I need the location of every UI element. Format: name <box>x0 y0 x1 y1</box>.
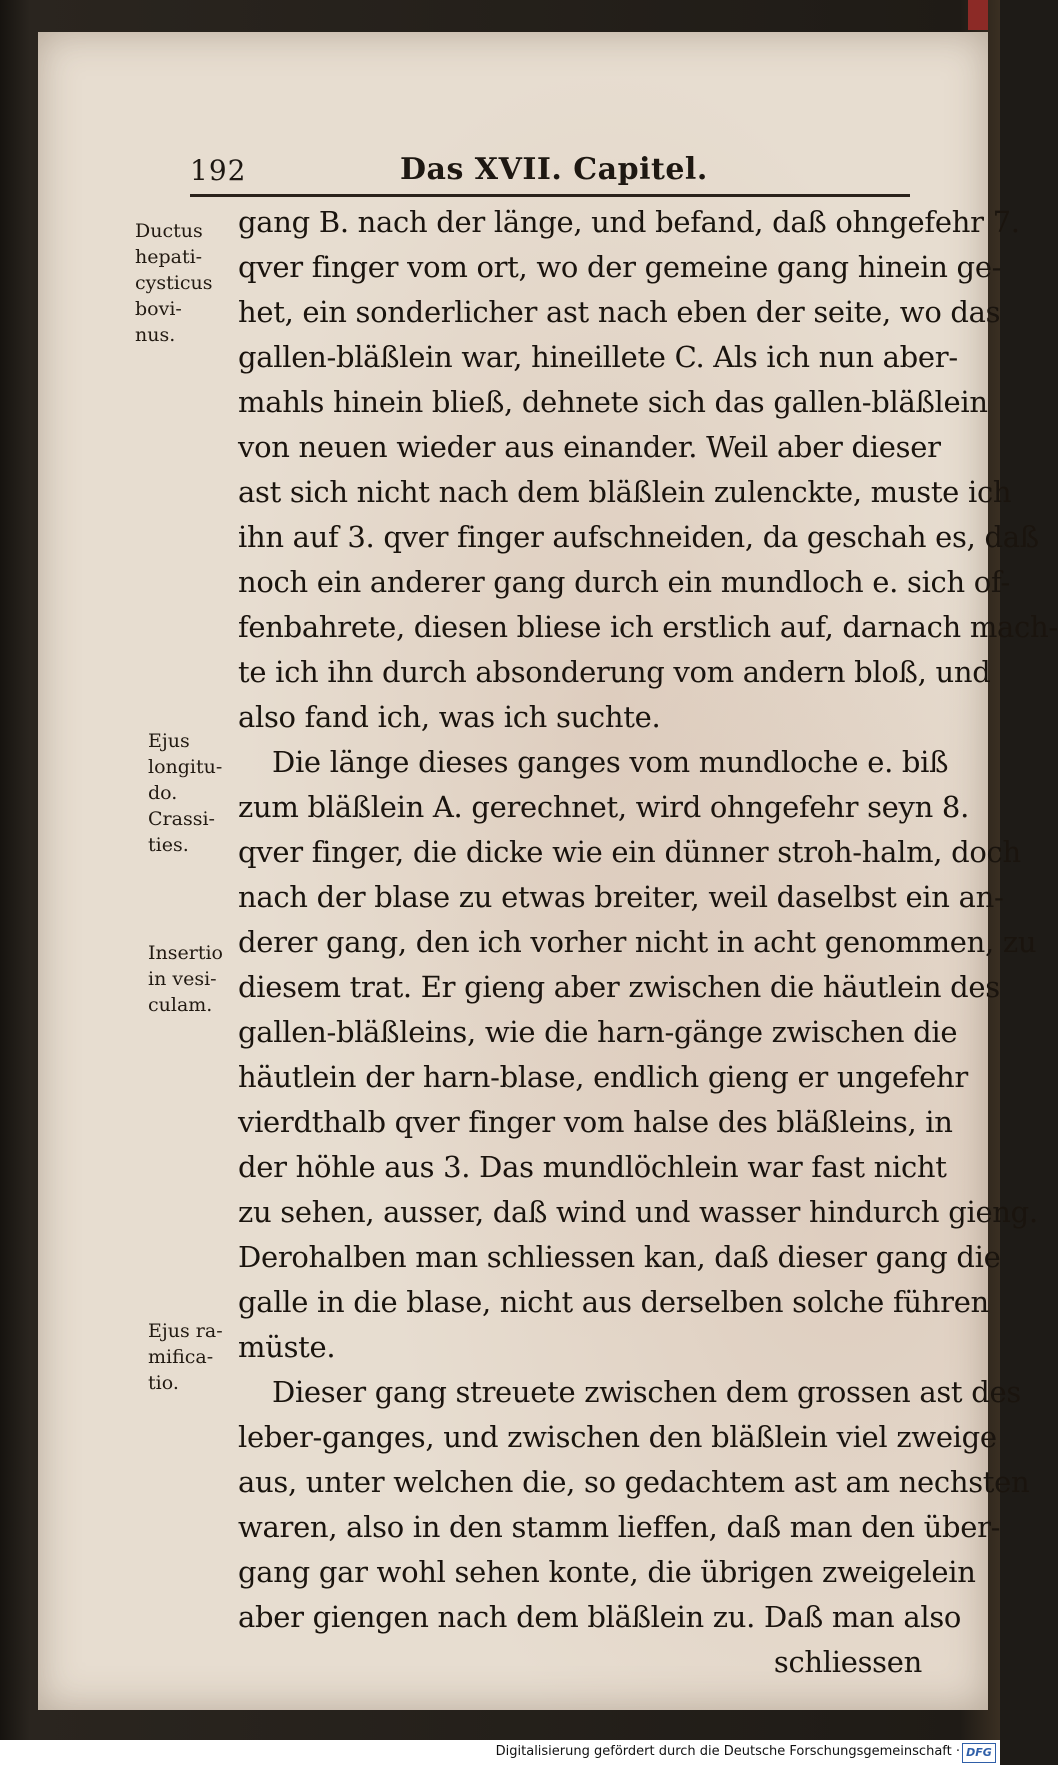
page-number: 192 <box>190 154 247 187</box>
text-line: het, ein sonderlicher ast nach eben der seite, wo das <box>238 295 1001 329</box>
marginal-line: tio. <box>148 1372 179 1394</box>
marginal-line: nus. <box>135 324 176 346</box>
text-line: diesem trat. Er gieng aber zwischen die häutlein des <box>238 970 1000 1004</box>
text-line: gang gar wohl sehen konte, die übrigen zweigelein <box>238 1555 976 1589</box>
marginal-line: Ejus ra- <box>148 1320 223 1342</box>
text-line: gang B. nach der länge, und befand, daß ohngefehr 7. <box>238 205 1020 239</box>
text-line: Die länge dieses ganges vom mundloche e. biß <box>272 745 949 779</box>
text-line: mahls hinein bließ, dehnete sich das gallen-bläßlein <box>238 385 988 419</box>
text-line: qver finger, die dicke wie ein dünner stroh-halm, doch <box>238 835 1021 869</box>
text-line: noch ein anderer gang durch ein mundloch e. sich of- <box>238 565 1010 599</box>
footer-credit: Digitalisierung gefördert durch die Deutsche Forschungsgemeinschaft · <box>495 1744 960 1759</box>
text-line: gallen-bläßleins, wie die harn-gänge zwischen die <box>238 1015 958 1049</box>
running-head <box>190 150 910 197</box>
text-line: derer gang, den ich vorher nicht in acht genommen, zu <box>238 925 1037 959</box>
marginal-line: bovi- <box>135 298 182 320</box>
marginal-line: in vesi- <box>148 968 217 990</box>
marginal-note-ramificatio <box>148 1318 243 1396</box>
text-line: aus, unter welchen die, so gedachtem ast am nechsten <box>238 1465 1030 1499</box>
chapter-title: Das XVII. Capitel. <box>400 152 708 187</box>
marginal-line: do. <box>148 782 178 804</box>
marginal-line: mifica- <box>148 1346 214 1368</box>
text-line: fenbahrete, diesen bliese ich erstlich auf, darnach mach- <box>238 610 1058 644</box>
text-line: aber giengen nach dem bläßlein zu. Daß man also <box>238 1600 962 1634</box>
text-line: müste. <box>238 1330 336 1364</box>
text-line: häutlein der harn-blase, endlich gieng er ungefehr <box>238 1060 968 1094</box>
text-line: gallen-bläßlein war, hineillete C. Als ich nun aber- <box>238 340 958 374</box>
text-line: Derohalben man schliessen kan, daß dieser gang die <box>238 1240 1001 1274</box>
marginal-line: Ductus <box>135 220 203 242</box>
text-line: schliessen <box>773 1645 922 1679</box>
marginal-line: ties. <box>148 834 189 856</box>
text-line: galle in die blase, nicht aus derselben solche führen <box>238 1285 989 1319</box>
marginal-line: Crassi- <box>148 808 215 830</box>
text-line: der höhle aus 3. Das mundlöchlein war fast nicht <box>238 1150 947 1184</box>
text-line: vierdthalb qver finger vom halse des bläßleins, in <box>238 1105 953 1139</box>
text-line: nach der blase zu etwas breiter, weil daselbst ein an- <box>238 880 1004 914</box>
text-line: zu sehen, ausser, daß wind und wasser hindurch gieng. <box>238 1195 1038 1229</box>
marginal-line: Ejus <box>148 730 190 752</box>
text-line: zum bläßlein A. gerechnet, wird ohngefehr seyn 8. <box>238 790 969 824</box>
bookmark-tab <box>968 0 988 30</box>
text-line: ast sich nicht nach dem bläßlein zulenckte, muste ich <box>238 475 1012 509</box>
marginal-note-ductus <box>135 218 230 348</box>
text-line: von neuen wieder aus einander. Weil aber dieser <box>238 430 941 464</box>
marginal-line: culam. <box>148 994 213 1016</box>
text-line: leber-ganges, und zwischen den bläßlein viel zweige <box>238 1420 997 1454</box>
main-text-block <box>238 200 1058 1685</box>
dfg-logo: DFG <box>962 1743 996 1763</box>
text-line: qver finger vom ort, wo der gemeine gang hinein ge- <box>238 250 1002 284</box>
text-line: ihn auf 3. qver finger aufschneiden, da geschah es, daß <box>238 520 1039 554</box>
marginal-line: Insertio <box>148 942 223 964</box>
marginal-note-insertio <box>148 940 243 1018</box>
marginal-note-longitudo <box>148 728 243 858</box>
footer-strip <box>0 1740 1000 1765</box>
marginal-line: longitu- <box>148 756 223 778</box>
marginal-line: hepati- <box>135 246 203 268</box>
text-line: Dieser gang streuete zwischen dem grossen ast des <box>272 1375 1021 1409</box>
text-line: te ich ihn durch absonderung vom andern bloß, und <box>238 655 991 689</box>
text-line: waren, also in den stamm lieffen, daß man den über- <box>238 1510 1001 1544</box>
marginal-line: cysticus <box>135 272 213 294</box>
text-line: also fand ich, was ich suchte. <box>238 700 661 734</box>
